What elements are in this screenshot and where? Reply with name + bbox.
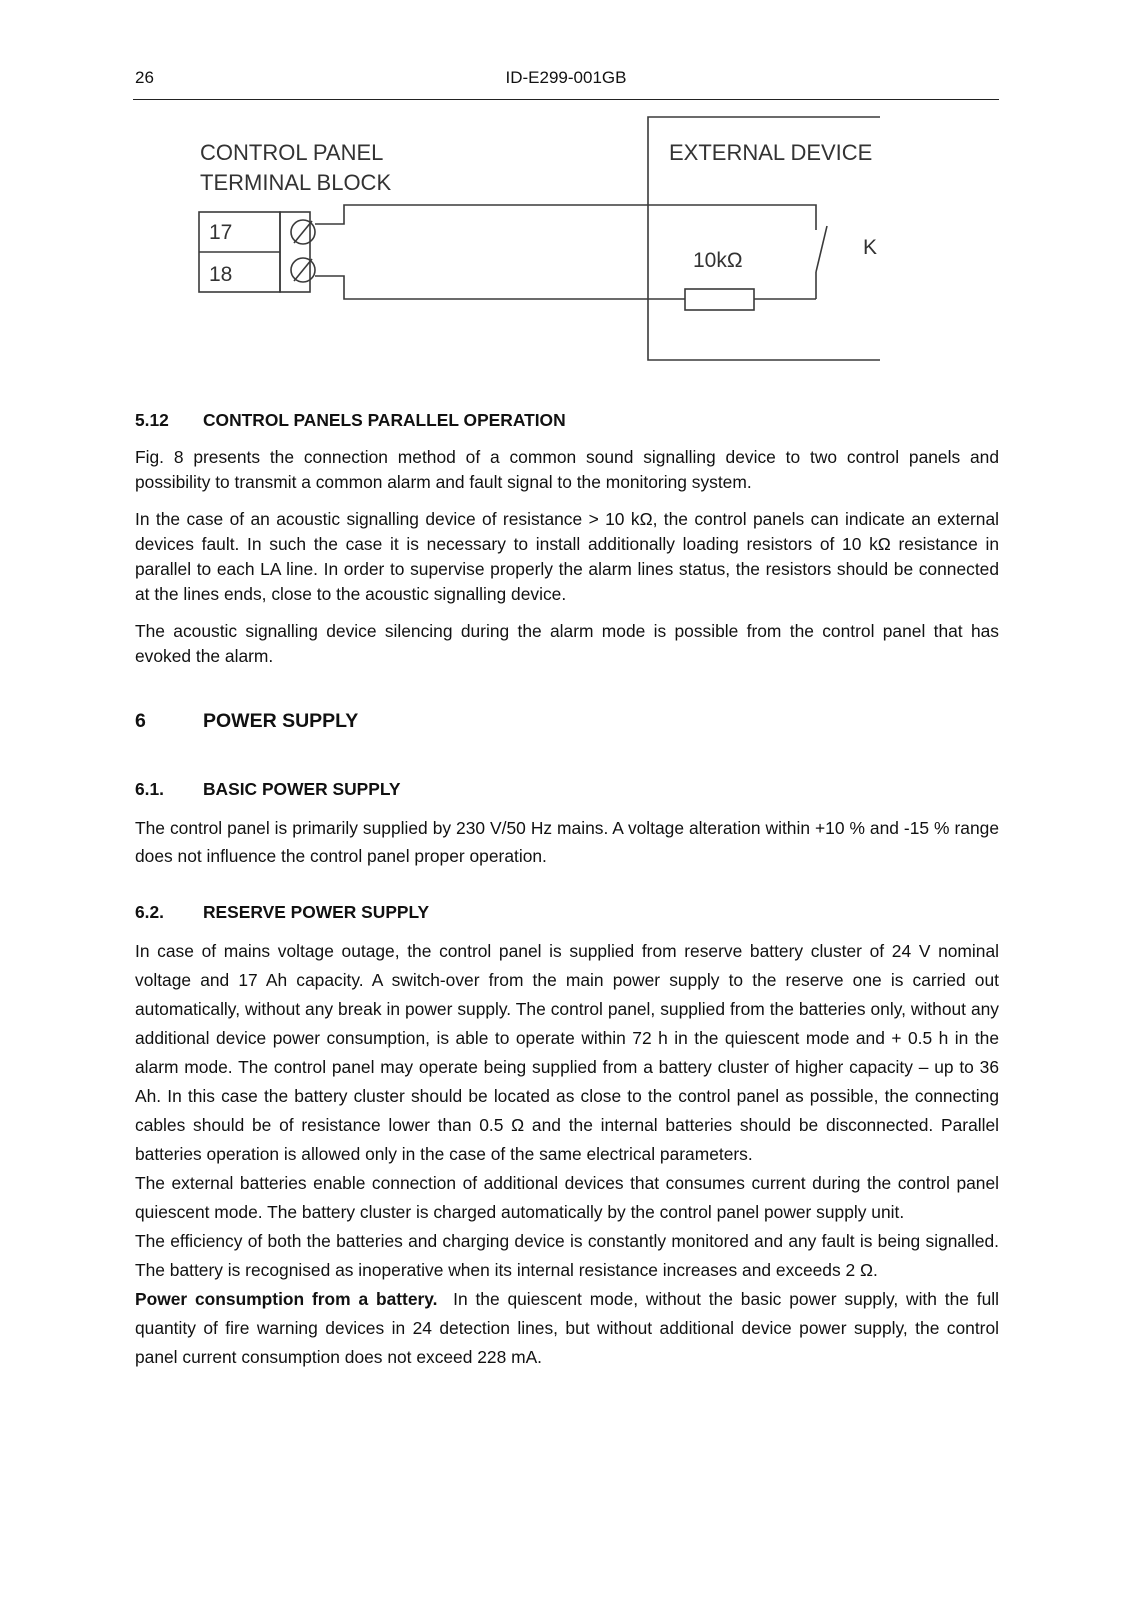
terminal-18-label: 18 — [209, 263, 233, 286]
switch-label: K — [863, 236, 878, 259]
section-title: CONTROL PANELS PARALLEL OPERATION — [203, 410, 566, 430]
page-number: 26 — [135, 68, 154, 87]
paragraph-text: In the quiescent mode, without the basic power supply, with the full quantity of fire warning devices in 24 detection lines, but without additional device power supply, the control panel current consumption does not exceed 228 mA. — [135, 1289, 999, 1367]
upper-wire — [315, 205, 816, 230]
diagram-right-title: EXTERNAL DEVICE — [669, 140, 873, 165]
paragraph: In case of mains voltage outage, the control panel is supplied from reserve battery cluster of 24 V nominal voltage and 17 Ah capacity. A switch-over from the main power supply to the reserve one is carried out automatically, without any break in power supply. The control panel, supplied from the batteries only, without any additional device power consumption, is able to operate within 72 h in the quiescent mode and + 0.5 h in the alarm mode. The control panel may operate being supplied from a battery cluster of higher capacity – up to 36 Ah. In this case the battery cluster should be located as close to the control panel as possible, the connecting cables should be of resistance lower than 0.5 Ω and the internal batteries should be disconnected. Parallel batteries operation is allowed only in the case of the same electrical parameters. — [135, 941, 999, 1164]
bold-lead-in: Power consumption from a battery. — [135, 1289, 438, 1309]
chapter-title: POWER SUPPLY — [203, 710, 359, 732]
chapter-6-heading — [135, 710, 999, 733]
chapter-number: 6 — [135, 710, 146, 732]
paragraph: The control panel is primarily supplied by 230 V/50 Hz mains. A voltage alteration within +10 % and -15 % range does not influence the control panel proper operation. — [135, 818, 999, 866]
section-number: 6.1. — [135, 779, 165, 799]
wiring-diagram — [190, 112, 890, 372]
paragraph: Fig. 8 presents the connection method of a common sound signalling device to two control panels and possibility to transmit a common alarm and fault signal to the monitoring system. — [135, 447, 999, 492]
paragraph: The acoustic signalling device silencing during the alarm mode is possible from the control panel that has evoked the alarm. — [135, 621, 999, 666]
section-title: RESERVE POWER SUPPLY — [203, 902, 430, 922]
diagram-left-title-line2: TERMINAL BLOCK — [200, 170, 392, 195]
document-id: ID-E299-001GB — [505, 68, 627, 87]
header-rule — [133, 99, 999, 100]
lower-wire — [315, 276, 685, 299]
paragraph — [135, 1285, 999, 1372]
diagram-left-title-line1: CONTROL PANEL — [200, 140, 384, 165]
paragraph: The external batteries enable connection of additional devices that consumes current during the control panel quiescent mode. The battery cluster is charged automatically by the control panel power supply unit. — [135, 1173, 999, 1222]
page-content — [135, 410, 999, 1372]
section-6-2-heading — [135, 902, 999, 923]
resistor-icon — [685, 289, 754, 310]
paragraph: The efficiency of both the batteries and charging device is constantly monitored and any fault is being signalled. The battery is recognised as inoperative when its internal resistance increases and exceeds 2 Ω. — [135, 1231, 999, 1280]
terminal-17-label: 17 — [209, 221, 233, 244]
section-5-12-heading — [135, 410, 999, 431]
section-number: 6.2. — [135, 902, 165, 922]
section-title: BASIC POWER SUPPLY — [203, 779, 401, 799]
resistor-label: 10kΩ — [693, 249, 743, 272]
section-number: 5.12 — [135, 410, 169, 430]
section-6-1-heading — [135, 779, 999, 800]
paragraph: In the case of an acoustic signalling device of resistance > 10 kΩ, the control panels can indicate an external devices fault. In such the case it is necessary to install additionally loading resistors of 10 kΩ resistance in parallel to each LA line. In order to supervise properly the alarm lines status, the resistors should be connected at the lines ends, close to the acoustic signalling device. — [135, 509, 999, 604]
switch-k-icon — [816, 226, 827, 272]
